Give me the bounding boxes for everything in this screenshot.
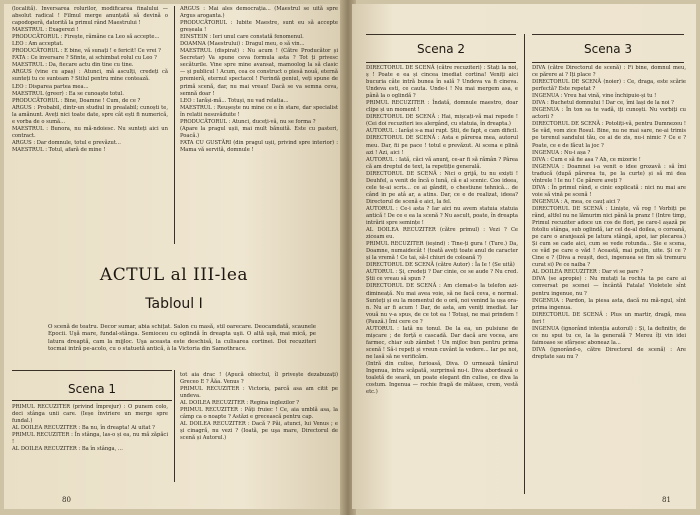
scene-bottom-rule [12, 400, 172, 401]
dialogue-line: AUTORUL : Iarăși s-a mai rupt. Știi, de fapt, e cam dificil. [366, 128, 518, 135]
dialogue-line: ARGUS (vine cu apaș) : Atunci, mă asculți, credeți că sunteți tu ce sunteam ? Stilul pentru mine contează. [12, 69, 168, 83]
dialogue-line: LEO : Iarăși-mă... Totuși, nu vad relatia... [180, 97, 289, 104]
scene-top-rule [12, 370, 172, 371]
dialogue-line: DIRECTORUL DE SCENĂ : Asta e părerea mea, autorul meu. Dar, fii pe pace ! totul e prevăzut. Ai scena e plină azi ! Azi, aici ! [366, 135, 518, 156]
dialogue-line: (localită). Inversarea rolurilor, modificarea finalului — absolut radical ! Filmul merge anunțată să devină o capodoperă, datorită la primul rând Maestrului ! [12, 6, 168, 27]
dialogue-line: DIRECTORUL DE SCENĂ (noier) : Ce, draga, este scărie perfectă? Este repetat ? [532, 79, 686, 93]
dialogue-line: MAESTRUL : Totul, afară de mine ! [12, 146, 106, 153]
dialogue-line: DOAMNA (Maestrului) : Dragul meu, o să vin... [180, 41, 305, 48]
act-title: ACTUL al III-lea [99, 265, 249, 285]
dialogue-line: EINSTEIN : Ieri unul care constată fenomenul. [180, 34, 304, 41]
dialogue-line: PRODUCĂTORUL : Firește, râmâne ca Leo să accepte... [12, 34, 160, 41]
dialogue-line: PRODUCĂTORUL : Iubite Maestre, sunt eu să accepte greșeala ! [180, 20, 338, 34]
dialogue-line: AL DOILEA RECUZITER : Dar vi se pare ? [532, 269, 644, 276]
tableau-title: Tabloul I [145, 296, 203, 312]
scene-2-top-rule [366, 34, 516, 35]
dialogue-line: PRIMUL RECUZITER : Îndată, domnule maestro, doar clipe și un moment ! [366, 100, 518, 114]
dialogue-line: DIRECTORUL DE SCENĂ : Liniște, vă rog ! Vorbiți pe rând, altfel nu ne lămurim nici până la pranz ! (Intre timp, Primul recuziter adoce un cos de flori, pe care-l așază pe fotoliu stânga, sub oglindă, iar cel de-al doilea, o coroană, pe care o aranjează pe latura stângă, apoi, iar plecarea.) Și cum se cade aici, cum se vede rotunda... Șie e scena, ce văd pe care o văd ! Această, mai puțin, uite. Și ce ? Cine e ? (Diva a reușit, deci, ingenuea se fim să tremuru curat si) Pe ce naiba ? [532, 205, 686, 269]
dialogue-line: FATA CU GUSTĂRI (din pragul ușii, privind spre interior) : Mama vă servită, domnule ! [180, 139, 338, 153]
dialogue-line: LEO : Am acceptat. [12, 41, 64, 48]
dialogue-line: INGENUA : Doamnei i-a venit o idee grozavă : să îmi traducă (după părerea tu, pe la curte) și să mi dea vîntrele ! Ie nu ! Ce părere aveți ? [532, 163, 686, 184]
dialogue-line: INGENUA : În ton sa te vadă, iți cunoști. Nu vorbiți cu actorii ? [532, 107, 686, 121]
dialogue-line: DIRECTORUL DE SCENĂ (către recuziteri) : Stați la noi, ș ! Poate e ea și cincea imediat cortina! Veniți aici bucuria câte intră bunea în sală ? Undeva va fi cineva. Undeva esti, ce cauta. Unde-i ! Nu mai mergem asa, e până la o oglindă ? [366, 65, 518, 100]
dialogue-line: ARGUS : Dar domnule, totul e prevăzut... [12, 139, 121, 146]
dialogue-line: MAESTRUL (dispirat) : Nu acum ! (Către Producător și Secretar) Va spune ceva formula asta ? Tot ți privesc secăturile. Vine spre mine avansat, mamoolog la să clasic — și publicul ! Acum, cea ce construct o piesă nouă, eternă premieră, eternul spectacol ! Ferindă geniul, veți spune de primă scenă, dar, nu mai vreau! Dacă se va semna ceva, semnă doar ! [180, 48, 338, 97]
dialogue-line: AUTORUL : Ce-i asta ? Iar aici nu avem statuia statuia antică ! De ce e ea la scenă ? Nu ascult, poate, în dreapta intrării spre semințe ! [366, 205, 518, 227]
dialogue-line: DIRECTORUL DE SCENĂ (către Autor) : Îa Ie ! (Se uită) [366, 262, 515, 269]
left-top-column-1 [12, 6, 168, 154]
dialogue-line: DIVA : În primul rând, e cinic explicată : nici nu mai are voie să vină pe scenă ! [532, 184, 686, 198]
scene-2-title: Scena 2 [416, 42, 465, 56]
dialogue-line: DIVA (către Directorul de scenă) : Fi bine, domnul meu, ce părere ai ? Iți place ? [532, 65, 686, 79]
scene-3-bottom-rule [532, 62, 684, 63]
dialogue-line: DIVA (ignorând-o, către Directorul de scenă) : Are dreptate sau nu ? [532, 346, 686, 360]
scene-1-column-1 [12, 404, 168, 453]
dialogue-line: MAESTRUL (greer) : Ea se cunoaște totul. [12, 90, 124, 97]
dialogue-line: DIRECTORUL DE SCENĂ : Nici o grijă, tu nu exiști ! Deuhfel, a venit de încă o lună, că e al scenic. Coo ideea, cele te-ai scris... ce ai gândit, o chestiune tehnică... de când in pe atâ ar, a atins. Dar, ce e de realizat, ideea? Directorul de scenă e aici, la fel. [366, 170, 518, 205]
dialogue-line: MAESTRUL : Exagerezi ! [12, 27, 79, 34]
dialogue-line: MAESTRUL : Bunora, nu mă-ndoiesc. Nu sunteți aici un contract. [12, 125, 168, 139]
column-divider [174, 370, 175, 482]
scene-3-column [532, 65, 686, 361]
dialogue-line: DIRECTORUL DE SCENĂ : Am clemat-o la telefon azi-dimineață. Nu mai avea voie, să ne facă ceva, e normal. Sunteți și eu la momentul de o oră, noi venind la ușa ora-n. Nu ar fi acum ! Dar, de asta, am veniți imediat. Iar vouă nu v-a spus, de ce tot ea ! Totuși, ne mai prindem ! (Pauză.) Îmi cere ce ? [366, 283, 518, 325]
dialogue-line: AUTORUL : Iată nu tonul. De la ea, un pulsiune de mișcare ; de forță e cascadă. Dar dacă are vocea, are farmec, chiar sub zâmbet ! Un mijloc bun pentru prima scenă ! Să-i repeți și vreun cuvânt la vedere... Iar pe noi, ne lasă să ne verificăm. [366, 325, 518, 360]
scene-2-bottom-rule [366, 62, 516, 63]
dialogue-line: MAESTRUL : Da, fiecare actu din tine cu tine. [12, 62, 134, 69]
dialogue-line: ARGUS : Probabil, dintr-un studiul in prealabil; cunoști te, la amănunt. Aveți nici toate date, spre cât ești fi numerică, e vorba de o sumă... [12, 104, 168, 125]
dialogue-line: DIRECTORUL DE SCENĂ : Hai, mișcați-vă mai repede ! (Cei doi recuziteri ies alergând, cu statuia, în dreapta.) [366, 114, 518, 128]
dialogue-line: PRODUCĂTORUL : Bine, Doamne ! Cum, de ce ? [12, 97, 141, 104]
dialogue-line: AL DOILEA RECUZITER : Dacă ? Păi, atunci, lui Venus ; e și cinagră, nu vezi ? (Ioată, pe uşa mare, Directorul de scenă și Autorul.) [180, 421, 338, 442]
dialogue-line: PRIMUL RECUZITER : În stânga, las-o și ea, nu mă zăpăci ! [12, 432, 168, 446]
dialogue-line: (Apare la pragul ușii, mai mult bănuită. Este cu pasteri, Poacă.) [180, 125, 338, 139]
scene-1-title: Scena 1 [67, 382, 116, 396]
dialogue-line: AL DOILEA RECUZITER : Ba în stânga, ... [12, 446, 123, 453]
dialogue-line: ARGUS : Mai ales democrația... (Maestrul se uită spre Argus aroganta.) [180, 6, 338, 20]
left-top-column-2 [180, 6, 338, 154]
scene-3-title: Scena 3 [583, 42, 632, 56]
dialogue-line: INGENUA : A, mea, ce cauț aici ? [532, 198, 620, 205]
dialogue-line: AUTORUL : Și, credeți ? Dar cinie, ce se aude ? Nu cred. Știi ce vreau să spun ? [366, 269, 518, 283]
scene-3-top-rule [532, 34, 684, 35]
dialogue-line: AUTORUL : Iată, căci vă anunț, ce-ar fi să rămân ? Pârea că am dreptul de text, la repetiție generală. [366, 156, 518, 170]
dialogue-line: INGENUA (ignorând intenția autorul) : Și, la definitiv, de ce nu spui tu ce, la la generală ? Mereu îți vin idei faimoase se sfârșesc aboneaz la... [532, 325, 686, 346]
page-number-left: 80 [62, 496, 71, 504]
scene-1-column-2 [180, 372, 338, 442]
dialogue-line: PRIMUL RECUZITER (ieșind) : Tine-ți gura ! (Ture.) Da, Doamne, numaidecât ! (toată aveți toate anul de caracter și la vremă ! Ce tai, să-l chiuri de coloană ?) [366, 241, 518, 262]
dialogue-line: PRODUCĂTORUL : E bine, vă sunați ! e fericit! Ce vrei ? [12, 48, 161, 55]
column-divider [524, 34, 525, 494]
dialogue-line: AL DOILEA RECUZITER : Regina inglezilor ? [180, 400, 299, 407]
dialogue-line: PRIMUL RECUZITER : Victoria, parcă asa am citit pe undeva. [180, 386, 338, 400]
dialogue-line: DIRECTORUL DE SCENĂ : Plus un martir, dragă, mea feri ! [532, 311, 686, 325]
dialogue-line: INGENUA : Pardon, la piesa asta, dacă nu mă-ngul, sînt prima ingenua. [532, 297, 686, 311]
dialogue-line: FATA : Ce inversare ? Sfinte, ai schimbat rolul cu Leo ? [12, 55, 157, 62]
right-page [352, 4, 696, 509]
dialogue-line: INGENUA : Vreu hai vină, vine închipuie-și tu ! [532, 93, 657, 100]
dialogue-line: AL DOILEA RECUZITER (către primul) : Vezi ? Ce ziceam eu. [366, 227, 518, 241]
dialogue-line: (Intră din culise, furioasă, Diva. O urmează tânărul Ingenua, intra scăpată, surprinsă nu-i. Diva abordează o toaletă de seară, un poate elegant din culise, ce diva la costum. Ingenua — rochie fragă de mătase, crem, vestă etc.) [366, 360, 518, 396]
page-number-right: 81 [662, 496, 671, 504]
dialogue-line: MAESTRUL : Reușește nu mine ce e în stare, dar specialist în relatii nesuvăduite ! [180, 104, 338, 118]
dialogue-line: PRIMUL RECUZITER : Păți fruiec ! Ce, aia umblă asa, la câmp ca o noapte ? Astăzi e grecească pentru cap. [180, 407, 338, 421]
dialogue-line: PRIMUL RECUZITER (privind împrejur) : O punem colo, deci stânga unii care. (Ieșe înviriere un merge spre fundal.) [12, 404, 168, 425]
dialogue-line: DIVA : Buchetul domnului ! Dar ce, îmi lași de la noi ? [532, 100, 674, 107]
dialogue-line: tot aia drac ! (Apucă obiectul, îl privește dezabuzați) Greceo E ? Ăăa. Venus ? [180, 372, 338, 386]
dialogue-line: DIVA (se apropie) : Nu mutați la rochia ta pe care ai conversat pe scenei — încântă Fatala! Violetele sînt pentru ingenue, nu ? [532, 276, 686, 297]
dialogue-line: DIVA : Cum e să fie asa ? Ah, ce mizerie ! [532, 156, 641, 163]
scene-2-column [366, 65, 518, 396]
left-page [4, 4, 344, 509]
dialogue-line: LEO : Disparea partea mea... [12, 83, 89, 90]
dialogue-line: DIRECTORUL DE SCENĂ : Potoliți-vă, pentru Dumnezeu ! Se văd, vom zice Rosul. Bine, nu ne mai sare, ne-ai trimis pe terenul sandului tău, ce ai de zis, nu-i nimic ? Ce e ? Poate, ce e de făcut la joc ? [532, 121, 686, 149]
dialogue-line: INGENUA : Nu-i așa ? [532, 149, 591, 156]
column-divider [174, 6, 175, 244]
stage-directions: O scenă de teatru. Decor sumar, abia schițat. Salon cu masă, stil oarecare. Deocamdată, scaunele Epocii. Uşă mare, fundal-stânga. Semioceu cu oglindă în dreapta uşii. O altă uşă, mai mică, pe latura dreaptă, cam la mijloc. Uşa aceasta este deschisă, la culisarea cortinei. Doi recuziteri tocmai intră pe-acolo, cu o statuetă antică, à la Victoria din Samothrace. [48, 324, 316, 352]
dialogue-line: AL DOILEA RECUZITER : Ba nu, în dreapta! Ai uitat ? [12, 425, 155, 432]
dialogue-line: PRODUCĂTORUL : Atunci, duceți-vă, nu se forma ? [180, 118, 316, 125]
